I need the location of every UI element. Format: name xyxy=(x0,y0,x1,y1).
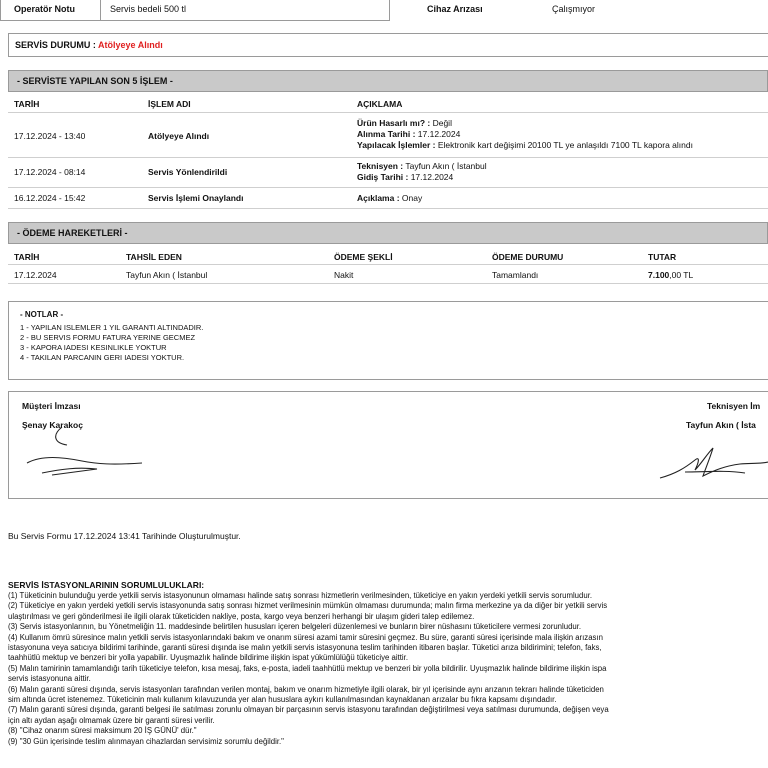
table-row-desc xyxy=(357,118,693,151)
desc-label: Ürün Hasarlı mı? : xyxy=(357,118,431,128)
customer-signature-label: Müşteri İmzası xyxy=(22,401,81,411)
pay-header-method: ÖDEME ŞEKLİ xyxy=(334,252,393,262)
note-item: 2 - BU SERVIS FORMU FATURA YERINE GECMEZ xyxy=(20,333,196,342)
notes-list xyxy=(20,323,203,363)
desc-value: Elektronik kart değişimi 20100 TL ye anlaşıldı 7100 TL kapora alındı xyxy=(437,140,693,150)
table-row-date: 17.12.2024 - 13:40 xyxy=(14,131,86,141)
pay-header-line xyxy=(8,264,768,265)
operator-note-value: Servis bedeli 500 tl xyxy=(110,4,187,14)
pay-row-amount xyxy=(648,270,693,280)
ops-header-line xyxy=(8,112,768,113)
note-item: 4 - TAKILAN PARCANIN GERI IADESI YOKTUR. xyxy=(20,353,185,362)
desc-label: Gidiş Tarihi : xyxy=(357,172,409,182)
responsibility-line: (8) "Cihaz onarım süresi maksimum 20 İŞ GÜNÜ' dür." xyxy=(8,726,197,736)
pay-header-amount: TUTAR xyxy=(648,252,677,262)
desc-label: Açıklama : xyxy=(357,193,400,203)
table-row-date: 16.12.2024 - 15:42 xyxy=(14,193,86,203)
note-item: 3 - KAPORA IADESI KESINLIKLE YOKTUR xyxy=(20,343,167,352)
ops-header-name: İŞLEM ADI xyxy=(148,99,191,109)
pay-row-line xyxy=(8,283,768,284)
ops-row-line xyxy=(8,187,768,188)
responsibility-line: taahhütlü mektup ve benzeri bir yolla yapabilir. Uyuşmazlık halinde bildirime ilişkin ispat yükümlülüğü tüketiciye aittir. xyxy=(8,653,408,663)
responsibility-line: (1) Tüketicinin bulunduğu yerde yetkili servis istasyonunun olmaması halinde satış sonrası hizmetlerin verilmesinden, tüketiciye en yakın yerdeki yetkili servis sorumludur. xyxy=(8,591,593,600)
desc-value: 17.12.2024 xyxy=(417,129,461,139)
responsibilities-list xyxy=(8,591,768,747)
pay-header-date: TARİH xyxy=(14,252,40,262)
responsibilities-title: SERVİS İSTASYONLARININ SORUMLULUKLARI: xyxy=(8,580,205,590)
fault-value: Çalışmıyor xyxy=(552,4,596,14)
desc-value: Onay xyxy=(401,193,423,203)
responsibility-line: (3) Servis istasyonlarının, bu Yönetmeliğin 11. maddesinde belirtilen hususları içeren belgeleri düzenlemesi ve bunların birer nüshasını tüketicilere vermesi zorunludur. xyxy=(8,622,582,632)
operator-note-label: Operatör Notu xyxy=(14,4,76,14)
pay-row-collector: Tayfun Akın ( İstanbul xyxy=(126,270,208,280)
table-row-desc xyxy=(357,193,422,203)
desc-label: Yapılacak İşlemler : xyxy=(357,140,436,150)
table-row-name: Atölyeye Alındı xyxy=(148,131,210,141)
responsibility-line: (7) Malın garanti süresi dışında, garanti belgesi ile satılması zorunlu olmayan bir parçasının servis istasyonu tarafından değiştirilmesi veya satılması durumunda, değişen veya xyxy=(8,705,609,715)
table-row-date: 17.12.2024 - 08:14 xyxy=(14,167,86,177)
desc-value: Tayfun Akın ( İstanbul xyxy=(405,161,487,171)
responsibility-line: için altı aydan aşağı olmamak üzere bir garanti süresi verilir. xyxy=(8,715,215,725)
responsibility-line: (4) Kullanım ömrü süresince malın yetkili servis istasyonlarındaki bakım ve onarım süresi azami tamir süresini geçmez. Bu süre, garanti süresi içerisinde mala ilişkin arızasın xyxy=(8,632,603,642)
created-note: Bu Servis Formu 17.12.2024 13:41 Tarihinde Oluşturulmuştur. xyxy=(8,531,241,541)
operations-title: - SERVİSTE YAPILAN SON 5 İŞLEM - xyxy=(8,70,768,92)
pay-header-status: ÖDEME DURUMU xyxy=(492,252,564,262)
responsibility-line: ulaştırılması ve geri gönderilmesi ile ilgili olarak tüketiciden nakliye, posta, kargo veya benzeri herhangi bir ulaşım gideri talep edilemez. xyxy=(8,611,475,621)
status-label: SERVİS DURUMU : xyxy=(15,40,96,50)
ops-header-date: TARİH xyxy=(14,99,40,109)
top-info-divider xyxy=(100,0,101,20)
pay-header-collector: TAHSİL EDEN xyxy=(126,252,182,262)
responsibility-line: istasyonuna veya satıcıya bildirimi tarihinde, garanti süresi dışında ise malın yetkili servis istasyonuna teslim tarihinden itibaren başlar. Tüketici arıza bildirimini; telefon, faks, xyxy=(8,643,602,653)
desc-value: 17.12.2024 xyxy=(410,172,454,182)
tech-name: Tayfun Akın ( İsta xyxy=(686,420,756,430)
notes-title: - NOTLAR - xyxy=(20,310,64,319)
payments-title: - ÖDEME HAREKETLERİ - xyxy=(8,222,768,244)
customer-signature xyxy=(22,425,162,485)
amount-main: 7.100 xyxy=(648,270,670,280)
pay-row-date: 17.12.2024 xyxy=(14,270,57,280)
responsibility-line: (2) Tüketiciye en yakın yerdeki yetkili servis istasyonunda satış sonrası hizmet verilmesinin mümkün olmaması durumunda; malın firma merkezine ya da diğer bir yetkili servis xyxy=(8,601,608,611)
ops-header-desc: AÇIKLAMA xyxy=(357,99,403,109)
tech-signature-label: Teknisyen İm xyxy=(707,401,761,411)
status-badge: Atölyeye Alındı xyxy=(98,40,163,50)
fault-label: Cihaz Arızası xyxy=(427,4,483,14)
desc-label: Teknisyen : xyxy=(357,161,404,171)
table-row-name: Servis Yönlendirildi xyxy=(148,167,228,177)
customer-name: Şenay Karakoç xyxy=(22,420,83,430)
desc-value: Değil xyxy=(432,118,452,128)
status-line xyxy=(15,40,163,50)
amount-decimals: ,00 TL xyxy=(669,270,694,280)
responsibility-line: (6) Malın garanti süresi dışında, servis istasyonları tarafından verilen montaj, bakım ve onarım hizmetiyle ilgili olarak, bir yıl içerisinde aynı arızanın tekrarı halinde tüketiciden xyxy=(8,684,604,694)
ops-row-line xyxy=(8,208,768,209)
pay-row-status: Tamamlandı xyxy=(492,270,539,280)
responsibility-line: sim altında ücret istenemez. Tüketicinin malı kullanım kılavuzunda yer alan hususlara aykırı kullanılmasından kaynaklanan arızalar bu fıkra kapsamı dışındadır. xyxy=(8,695,557,705)
ops-row-line xyxy=(8,157,768,158)
pay-row-method: Nakit xyxy=(334,270,354,280)
responsibility-line: (9) "30 Gün içerisinde teslim alınmayan cihazlardan servisimiz sorumlu değildir." xyxy=(8,736,284,746)
responsibility-line: (5) Malın tamirinin tamamlandığı tarih tüketiciye telefon, kısa mesaj, faks, e-posta, iadeli taahhütlü mektup ve benzeri bir yolla bildirilir. Uyuşmazlık halinde bildirime ilişkin ispa xyxy=(8,663,607,673)
table-row-name: Servis İşlemi Onaylandı xyxy=(148,193,244,203)
note-item: 1 - YAPILAN ISLEMLER 1 YIL GARANTI ALTINDADIR. xyxy=(20,323,204,332)
technician-signature xyxy=(655,440,768,485)
table-row-desc xyxy=(357,161,487,183)
desc-label: Alınma Tarihi : xyxy=(357,129,416,139)
responsibility-line: servis istasyonuna aittir. xyxy=(8,674,91,684)
